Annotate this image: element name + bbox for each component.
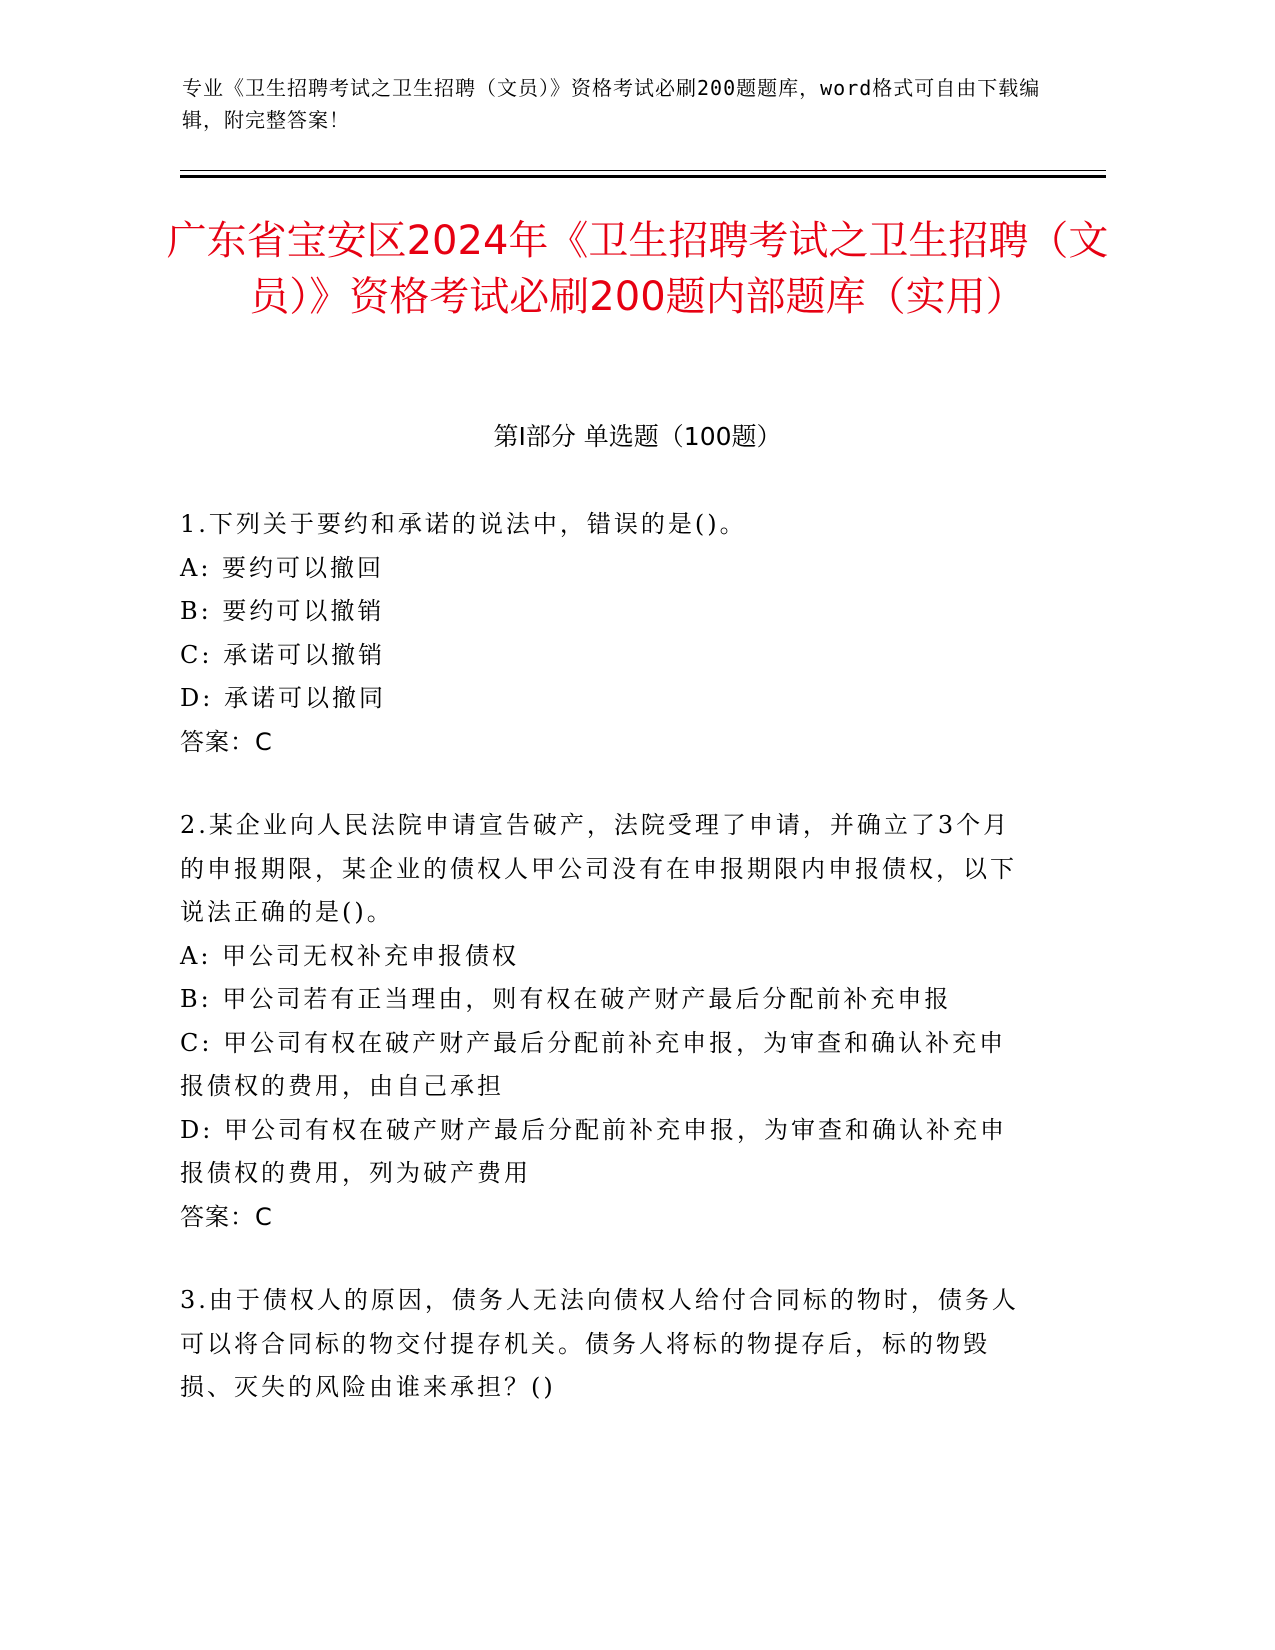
option-d: D: 甲公司有权在破产财产最后分配前补充申报，为审查和确认补充申报债权的费用，列为破产费用	[180, 1115, 1007, 1187]
option-a: A: 要约可以撤回	[180, 553, 385, 582]
option-c: C: 甲公司有权在破产财产最后分配前补充申报，为审查和确认补充申报债权的费用，由自己承担	[180, 1028, 1007, 1100]
option-a: A: 甲公司无权补充申报债权	[180, 941, 520, 970]
question-stem: 2.某企业向人民法院申请宣告破产，法院受理了申请，并确立了3个月的申报期限，某企业的债权人甲公司没有在申报期限内申报债权，以下说法正确的是()。	[180, 811, 1017, 926]
option-d: D: 承诺可以撤同	[180, 684, 386, 712]
option-c: C: 承诺可以撤销	[180, 640, 386, 669]
question-3	[180, 1279, 1030, 1410]
header-note: 专业《卫生招聘考试之卫生招聘（文员）》资格考试必刷200题题库，word格式可自由下载编辑，附完整答案！	[182, 76, 1041, 132]
question-stem: 1.下列关于要约和承诺的说法中，错误的是()。	[180, 510, 747, 538]
document-title: 广东省宝安区2024年《卫生招聘考试之卫生招聘（文员）》资格考试必刷200题内部题库（实用）	[166, 218, 1109, 320]
question-2	[180, 804, 1030, 1239]
section-title: 第Ⅰ部分 单选题（100题）	[493, 422, 782, 451]
answer: 答案：C	[180, 727, 273, 756]
question-list	[180, 503, 1030, 1450]
header-divider-thin	[180, 170, 1106, 171]
header-divider-thick	[180, 175, 1106, 178]
question-stem: 3.由于债权人的原因，债务人无法向债权人给付合同标的物时，债务人可以将合同标的物交付提存机关。债务人将标的物提存后，标的物毁损、灭失的风险由谁来承担？()	[180, 1286, 1019, 1401]
option-b: B: 要约可以撤销	[180, 597, 385, 625]
answer: 答案：C	[180, 1202, 273, 1231]
option-b: B: 甲公司若有正当理由，则有权在破产财产最后分配前补充申报	[180, 985, 952, 1013]
question-1	[180, 503, 1030, 764]
